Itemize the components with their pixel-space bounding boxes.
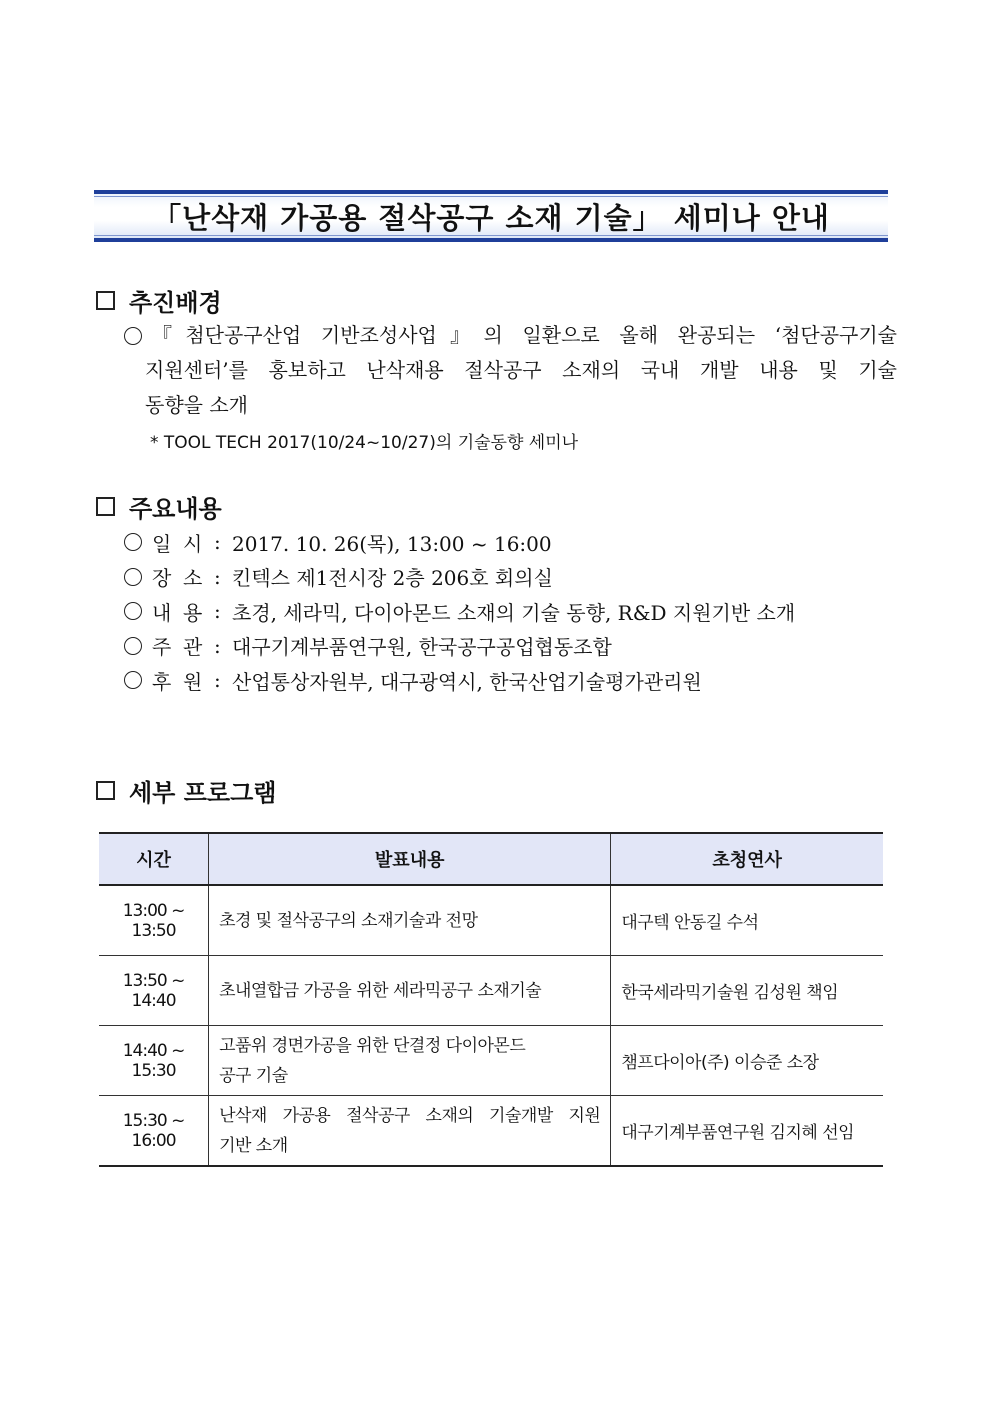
list-item [124, 594, 795, 629]
list-item [124, 629, 795, 664]
cell-topic: 고품위 경면가공을 위한 단결정 다이아몬드 공구 기술 [209, 1026, 611, 1096]
item-value: 킨텍스 제1전시장 2층 206호 회의실 [232, 566, 553, 591]
list-item [124, 525, 795, 560]
item-value: 2017. 10. 26(목), 13:00 ~ 16:00 [232, 531, 552, 556]
cell-speaker: 챔프다이아(주) 이승준 소장 [611, 1026, 883, 1096]
square-bullet-icon [96, 781, 115, 800]
item-colon: : [214, 633, 221, 658]
table-header-row [99, 833, 883, 885]
list-item [124, 560, 795, 595]
item-label-char: 시 [183, 531, 203, 556]
column-header-time: 시간 [99, 833, 209, 885]
page-title: 「난삭재 가공용 절삭공구 소재 기술」 세미나 안내 [152, 200, 830, 235]
circle-bullet-icon [124, 533, 142, 551]
item-colon: : [214, 668, 221, 693]
main-content-list [124, 525, 795, 698]
circle-bullet-icon [124, 327, 142, 345]
section-heading-program [96, 773, 276, 808]
cell-topic: 난삭재 가공용 절삭공구 소재의 기술개발 지원 기반 소개 [209, 1096, 611, 1167]
item-label-char: 관 [183, 635, 203, 660]
item-label-char: 후 [152, 669, 172, 694]
cell-speaker: 한국세라믹기술원 김성원 책임 [611, 956, 883, 1026]
item-colon: : [214, 530, 221, 555]
item-colon: : [214, 599, 221, 624]
cell-topic: 초내열합금 가공을 위한 세라믹공구 소재기술 [209, 956, 611, 1026]
paragraph-line-1: 『첨단공구산업 기반조성사업』의 일환으로 올해 완공되는 ‘첨단공구기술 [152, 323, 897, 347]
circle-bullet-icon [124, 637, 142, 655]
program-table [99, 832, 883, 1167]
item-label-char: 원 [183, 669, 203, 694]
section-heading-text: 주요내용 [129, 495, 222, 523]
item-value: 대구기계부품연구원, 한국공구공업협동조합 [232, 635, 612, 660]
circle-bullet-icon [124, 671, 142, 689]
cell-time: 15:30 ~ 16:00 [99, 1096, 209, 1167]
item-label-char: 장 [152, 566, 172, 591]
item-label-char: 주 [152, 635, 172, 660]
column-header-speaker: 초청연사 [611, 833, 883, 885]
item-label-char: 일 [152, 531, 172, 556]
circle-bullet-icon [124, 602, 142, 620]
section-heading-background [96, 283, 222, 318]
column-header-topic: 발표내용 [209, 833, 611, 885]
item-colon: : [214, 564, 221, 589]
table-row [99, 956, 883, 1026]
square-bullet-icon [96, 497, 115, 516]
cell-speaker: 대구기계부품연구원 김지혜 선임 [611, 1096, 883, 1167]
background-paragraph [124, 318, 897, 423]
table-row [99, 1026, 883, 1096]
list-item [124, 663, 795, 698]
circle-bullet-icon [124, 568, 142, 586]
item-value: 산업통상자원부, 대구광역시, 한국산업기술평가관리원 [232, 669, 702, 694]
cell-speaker: 대구텍 안동길 수석 [611, 885, 883, 956]
cell-time: 13:00 ~ 13:50 [99, 885, 209, 956]
cell-time: 14:40 ~ 15:30 [99, 1026, 209, 1096]
item-label-char: 소 [183, 566, 203, 591]
title-banner [94, 190, 888, 242]
cell-time: 13:50 ~ 14:40 [99, 956, 209, 1026]
item-label-char: 용 [183, 600, 203, 625]
paragraph-line-3: 동향을 소개 [145, 393, 248, 417]
table-row [99, 885, 883, 956]
item-value: 초경, 세라믹, 다이아몬드 소재의 기술 동향, R&D 지원기반 소개 [232, 600, 796, 625]
table-row [99, 1096, 883, 1167]
footnote: * TOOL TECH 2017(10/24~10/27)의 기술동향 세미나 [150, 433, 579, 453]
section-heading-text: 추진배경 [129, 289, 222, 317]
square-bullet-icon [96, 291, 115, 310]
section-heading-main-content [96, 489, 222, 524]
cell-topic: 초경 및 절삭공구의 소재기술과 전망 [209, 885, 611, 956]
section-heading-text: 세부 프로그램 [129, 779, 277, 807]
paragraph-line-2: 지원센터’를 홍보하고 난삭재용 절삭공구 소재의 국내 개발 내용 및 기술 [145, 358, 897, 382]
item-label-char: 내 [152, 600, 172, 625]
